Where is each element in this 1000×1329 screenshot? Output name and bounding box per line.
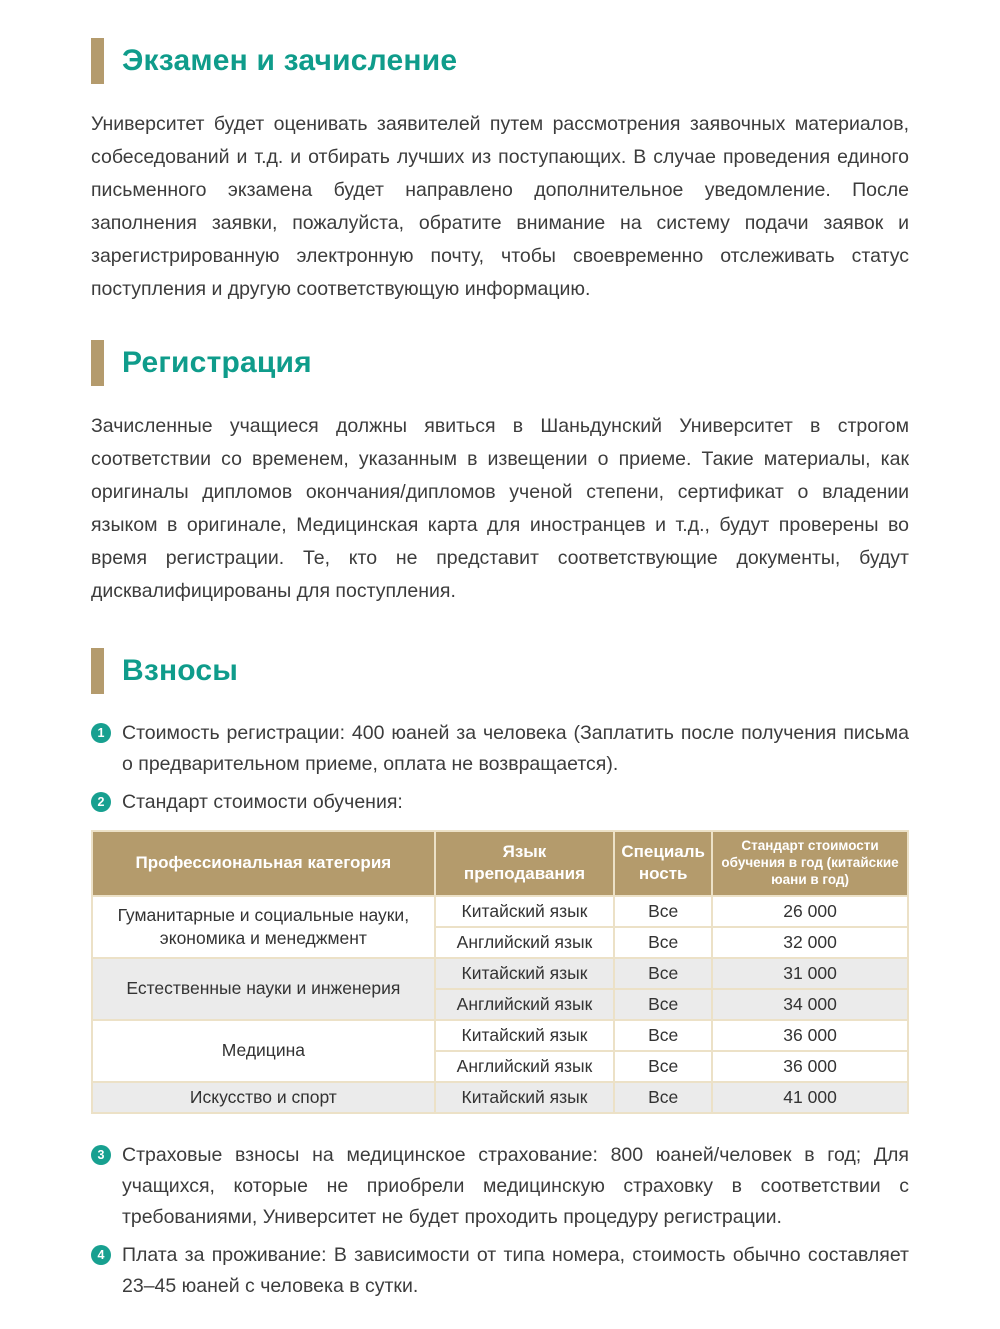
section-heading-exam	[91, 38, 909, 84]
fee-text-4: Плата за проживание: В зависимости от типа номера, стоимость обычно составляет 23–45 юаней с человека в сутки.	[122, 1243, 909, 1297]
specialty-cell: Все	[614, 896, 712, 927]
header-teaching-language: Язык преподавания	[435, 831, 615, 896]
header-tuition-standard: Стандарт стоимости обучения в год (китайские юани в год)	[712, 831, 908, 896]
number-badge-3: 3	[91, 1145, 111, 1165]
price-cell: 36 000	[712, 1051, 908, 1082]
number-badge-1: 1	[91, 723, 111, 743]
price-cell: 36 000	[712, 1020, 908, 1051]
language-cell: Китайский язык	[435, 1020, 615, 1051]
fee-item-4	[91, 1240, 909, 1302]
header-specialty: Специальность	[614, 831, 712, 896]
fee-text-3: Страховые взносы на медицинское страхование: 800 юаней/человек в год; Для учащихся, которые не приобрели медицинскую страховку в соответствии с требованиями, Университет не будет проходить процедуру регистрации.	[122, 1143, 909, 1228]
fee-item-3	[91, 1140, 909, 1233]
number-badge-2: 2	[91, 792, 111, 812]
specialty-cell: Все	[614, 927, 712, 958]
specialty-cell: Все	[614, 1082, 712, 1113]
category-cell: Естественные науки и инженерия	[92, 958, 435, 1020]
fee-item-2	[91, 787, 909, 818]
language-cell: Английский язык	[435, 989, 615, 1020]
table-row	[92, 958, 908, 989]
section-title-exam: Экзамен и зачисление	[122, 44, 458, 77]
specialty-cell: Все	[614, 958, 712, 989]
price-cell: 31 000	[712, 958, 908, 989]
category-cell: Гуманитарные и социальные науки, экономика и менеджмент	[92, 896, 435, 958]
table-row	[92, 1082, 908, 1113]
section-heading-fees	[91, 648, 909, 694]
tuition-table	[91, 830, 909, 1114]
table-header-row	[92, 831, 908, 896]
fee-text-2: Стандарт стоимости обучения:	[122, 791, 403, 813]
section-title-registration: Регистрация	[122, 346, 312, 379]
language-cell: Китайский язык	[435, 958, 615, 989]
specialty-cell: Все	[614, 1020, 712, 1051]
language-cell: Китайский язык	[435, 1082, 615, 1113]
price-cell: 32 000	[712, 927, 908, 958]
section-title-fees: Взносы	[122, 654, 239, 687]
price-cell: 26 000	[712, 896, 908, 927]
price-cell: 41 000	[712, 1082, 908, 1113]
specialty-cell: Все	[614, 989, 712, 1020]
price-cell: 34 000	[712, 989, 908, 1020]
category-cell: Искусство и спорт	[92, 1082, 435, 1113]
number-badge-4: 4	[91, 1245, 111, 1265]
heading-accent-bar	[91, 38, 104, 84]
heading-accent-bar	[91, 648, 104, 694]
registration-paragraph: Зачисленные учащиеся должны явиться в Шаньдунский Университет в строгом соответствии со временем, указанным в извещении о приеме. Такие материалы, как оригиналы дипломов окончания/дипломов ученой степени, сертификат о владении языком в оригинале, Медицинская карта для иностранцев и т.д., будут проверены во время регистрации. Те, кто не представит соответствующие документы, будут дисквалифицированы для поступления.	[91, 415, 909, 602]
fee-item-1	[91, 718, 909, 780]
specialty-cell: Все	[614, 1051, 712, 1082]
table-row	[92, 896, 908, 927]
section-heading-registration	[91, 340, 909, 386]
category-cell: Медицина	[92, 1020, 435, 1082]
language-cell: Английский язык	[435, 927, 615, 958]
fee-text-1: Стоимость регистрации: 400 юаней за человека (Заплатить после получения письма о предварительном приеме, оплата не возвращается).	[122, 722, 909, 775]
table-row	[92, 1020, 908, 1051]
language-cell: Английский язык	[435, 1051, 615, 1082]
header-professional-category: Профессиональная категория	[92, 831, 435, 896]
language-cell: Китайский язык	[435, 896, 615, 927]
exam-paragraph: Университет будет оценивать заявителей путем рассмотрения заявочных материалов, собеседований и т.д. и отбирать лучших из поступающих. В случае проведения единого письменного экзамена будет направлено дополнительное уведомление. После заполнения заявки, пожалуйста, обратите внимание на систему подачи заявок и зарегистрированную электронную почту, чтобы своевременно отслеживать статус поступления и другую соответствующую информацию.	[91, 113, 909, 300]
heading-accent-bar	[91, 340, 104, 386]
